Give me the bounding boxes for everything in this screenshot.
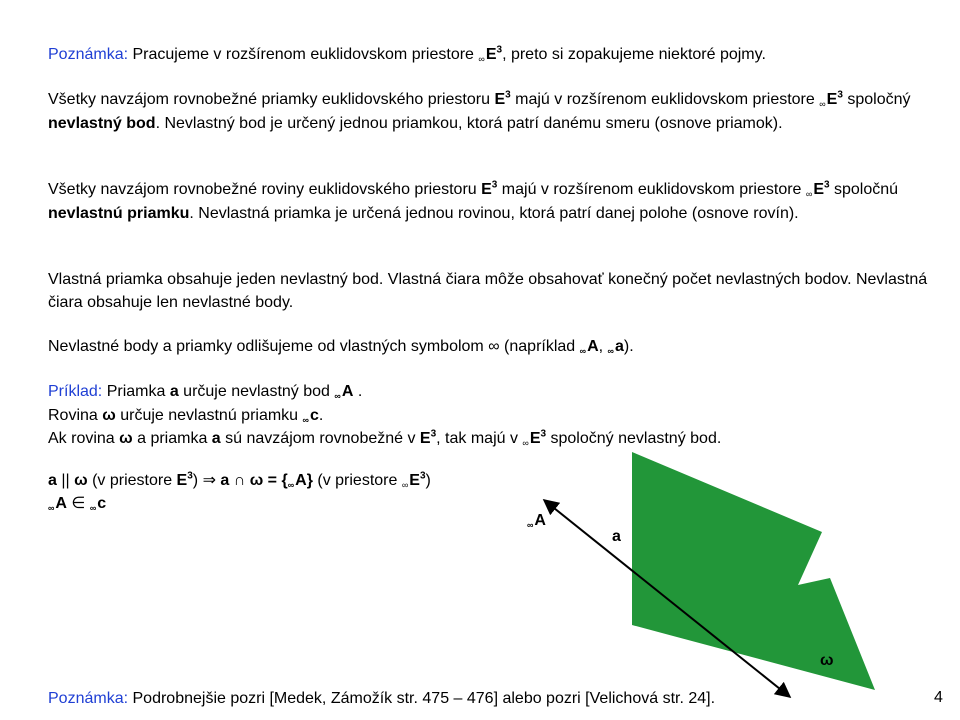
intro-note: Poznámka: Pracujeme v rozšírenom euklidovskom priestore $\infty E^3$, preto si zopakujeme niektoré pojmy. xyxy=(48,44,766,64)
implies-symbol: ⇒ xyxy=(202,472,216,489)
note-label: Poznámka: xyxy=(48,690,129,707)
example-block: Príklad: Priamka a určuje nevlastný bod ∞A . Rovina ω určuje nevlastnú priamku ∞c. Ak rovina ω a priamka a sú navzájom rovnobežné v $E^3$, tak majú v $\infty E^3$ spoločný nevlastný bod. xyxy=(48,383,722,448)
page-number: 4 xyxy=(934,689,943,706)
paragraph-improper-line: Všetky navzájom rovnobežné roviny euklidovského priestoru $E^3$ majú v rozšírenom euklidovskom priestore $\infty E^3$ spoločnú nevlastnú priamku. Nevlastná priamka je určená jednou rovinou, ktorá patrí danej polohe (osnove rovín). xyxy=(48,179,899,222)
plane-omega xyxy=(632,452,875,690)
membership-line: ∞A ∈ ∞c xyxy=(48,495,107,513)
infinity-symbol: ∞ xyxy=(488,338,500,355)
formula-line: a || ω (v priestore $E^3$) ⇒ a ∩ ω = {∞A} (v priestore $\infty E^3$) xyxy=(48,470,431,490)
plane-omega-label: ω xyxy=(820,652,834,669)
element-of-symbol: ∈ xyxy=(66,495,90,512)
note-label: Poznámka: xyxy=(48,46,129,63)
line-a-label: a xyxy=(612,528,621,545)
reference-note: Poznámka: Podrobnejšie pozri [Medek, Zámožík str. 475 – 476] alebo pozri [Velichová str. 24]. xyxy=(48,690,716,707)
term-improper-point: nevlastný bod xyxy=(48,114,156,132)
paragraph-symbol: Nevlastné body a priamky odlišujeme od vlastných symbolom ∞ (napríklad ∞A, ∞a). xyxy=(48,338,634,356)
example-label: Príklad: xyxy=(48,383,103,400)
term-improper-line: nevlastnú priamku xyxy=(48,204,190,222)
paragraph-curves: Vlastná priamka obsahuje jeden nevlastný bod. Vlastná čiara môže obsahovať konečný počet nevlastných bodov. Nevlastná čiara obsahuje len nevlastné body. xyxy=(48,271,928,311)
infinity-subscript: ∞ xyxy=(478,54,485,64)
paragraph-improper-point: Všetky navzájom rovnobežné priamky euklidovského priestoru $E^3$ majú v rozšírenom euklidovskom priestore $\infty E^3$ spoločný nevlastný bod. Nevlastný bod je určený jednou priamkou, ktorá patrí danému smeru (osnove priamok). xyxy=(48,89,911,132)
intersection-symbol: ∩ xyxy=(233,472,246,489)
improper-point-label: ∞A xyxy=(527,512,546,530)
